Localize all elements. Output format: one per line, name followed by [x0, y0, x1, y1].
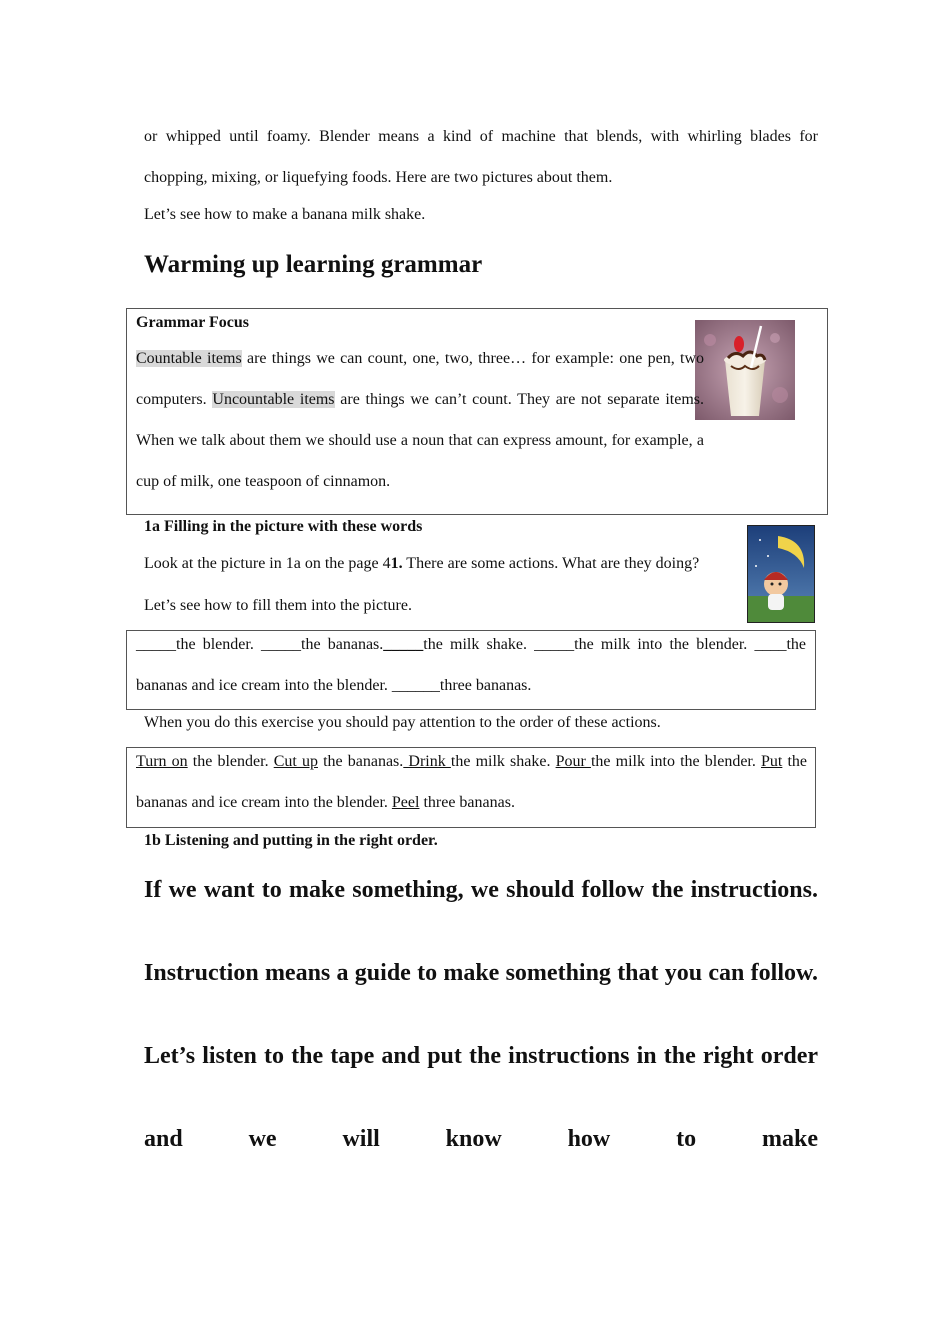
grammar-text-part-2: are things we can’t count. They are not separate items. When we talk about them we should use a noun that can express amount, for example, a cup of milk, one teaspoon of cinnamon.: [136, 391, 705, 490]
blank-3[interactable]: _____: [383, 636, 424, 653]
blank-text-3: the milk shake.: [423, 636, 535, 653]
grammar-focus-box: [126, 308, 828, 515]
blank-text-6: three bananas.: [439, 677, 532, 694]
blank-text-2: the bananas.: [301, 636, 384, 653]
blanks-box: [126, 630, 816, 710]
photo-float-spacer: [704, 338, 819, 461]
answer-text-4: the milk into the blender.: [590, 753, 762, 770]
section-heading: Warming up learning grammar: [144, 251, 483, 278]
answers-box: [126, 747, 816, 828]
blank-4[interactable]: _____: [534, 636, 575, 653]
answer-5: Put: [761, 753, 783, 770]
answer-text-5: the bananas and ice cream into the blender.: [136, 753, 808, 811]
attention-note: When you do this exercise you should pay attention to the order of these actions.: [144, 714, 661, 731]
answer-1: Turn on: [136, 753, 188, 770]
uncountable-items-term: Uncountable items: [212, 391, 335, 408]
answers-text: [136, 741, 807, 823]
exercise-1b-paragraph: If we want to make something, we should follow the instructions. Instruction means a guide to make something that you can follow. Let’s listen to the tape and put the instructions in the right order and we will know how to make: [144, 877, 818, 1152]
blank-5[interactable]: ____: [754, 636, 787, 653]
exercise-1a-line2: Let’s see how to fill them into the picture.: [144, 597, 412, 614]
blank-2[interactable]: _____: [261, 636, 302, 653]
blank-text-5: the bananas and ice cream into the blender.: [136, 636, 807, 694]
answer-6: Peel: [391, 794, 420, 811]
intro-paragraph: or whipped until foamy. Blender means a kind of machine that blends, with whirling blades for chopping, mixing, or liquefying foods. Here are two pictures about them.: [144, 128, 818, 186]
blanks-text: [136, 624, 806, 706]
intro-lets-see: Let’s see how to make a banana milk shake.: [144, 206, 426, 223]
blank-text-4: the milk into the blender.: [574, 636, 755, 653]
exercise-1a-instruction: [144, 554, 699, 574]
instruction-start: Look at the picture in 1a on the page 4: [144, 555, 391, 572]
grammar-focus-text: [136, 338, 819, 502]
answer-text-2: the bananas.: [317, 753, 404, 770]
answer-text-1: the blender.: [187, 753, 274, 770]
grammar-focus-title: Grammar Focus: [136, 314, 250, 331]
blank-6[interactable]: ______: [391, 677, 440, 694]
instruction-end: There are some actions. What are they doing?: [402, 555, 700, 572]
cartoon-picture: [747, 525, 815, 623]
exercise-1a-heading: 1a Filling in the picture with these words: [144, 518, 423, 535]
blank-1[interactable]: _____: [136, 636, 176, 653]
instruction-page-number: 1.: [390, 555, 403, 572]
answer-text-6: three bananas.: [419, 794, 515, 811]
answer-3: Drink: [403, 753, 451, 770]
answer-4: Pour: [555, 753, 591, 770]
blank-text-1: the blender.: [176, 636, 262, 653]
countable-items-term: Countable items: [136, 350, 242, 367]
answer-2: Cut up: [273, 753, 318, 770]
grammar-text-part-1: are things we can count, one, two, three… for example: one pen, two computers.: [136, 350, 704, 408]
exercise-1b-heading: 1b Listening and putting in the right order.: [144, 832, 438, 849]
answer-text-3: the milk shake.: [450, 753, 556, 770]
